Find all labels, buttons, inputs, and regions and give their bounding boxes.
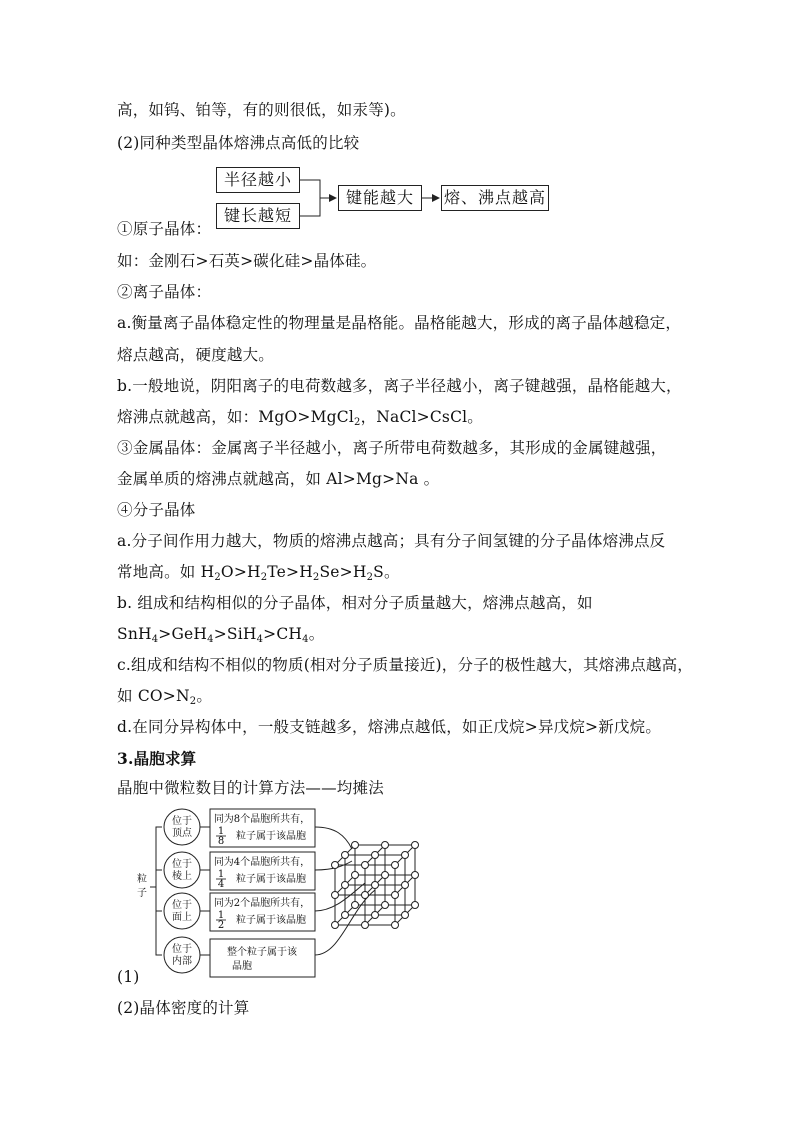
desc-inner-1: 整个粒子属于该: [227, 947, 297, 958]
root-label: 粒子: [134, 873, 146, 901]
section-heading-cell-calc: 3.晶胞求算: [117, 749, 197, 768]
pos-vertex-2: 顶点: [172, 828, 192, 839]
frac-vertex-den: 8: [217, 836, 225, 847]
frac-face-num: 1: [217, 910, 225, 921]
text-line-11: 金属单质的熔沸点就越高，如 Al>Mg>Na 。: [117, 470, 440, 488]
desc-face-2: 粒子属于该晶胞: [236, 915, 306, 926]
text-line-8: b.一般地说，阴阳离子的电荷数越多，离子半径越小，离子键越强，晶格能越大，: [117, 377, 682, 395]
flow-box-bond-length: 键长越短: [216, 203, 300, 229]
text-line-17: c.组成和结构不相似的物质(相对分子质量接近)，分子的极性越大，其熔沸点越高，: [117, 656, 694, 674]
frac-vertex-num: 1: [217, 826, 225, 837]
desc-face-1: 同为2个晶胞所共有，: [213, 898, 311, 909]
text-line-13: a.分子间作用力越大，物质的熔沸点越高；具有分子间氢键的分子晶体熔沸点反: [117, 532, 666, 550]
pos-inner-1: 位于: [172, 944, 192, 955]
text-line-6: a.衡量离子晶体稳定性的物理量是晶格能。晶格能越大，形成的离子晶体越稳定，: [117, 314, 682, 332]
flow-box-radius: 半径越小: [216, 167, 300, 193]
text-line-9: 熔沸点就越高，如：MgO>MgCl$_2$，NaCl>CsCl。: [117, 408, 484, 428]
text-line-1: 高，如钨、铂等，有的则很低，如汞等)。: [117, 101, 406, 119]
pos-edge-1: 位于: [172, 859, 192, 870]
section-heading-density: (2)晶体密度的计算: [117, 999, 250, 1017]
frac-edge-num: 1: [217, 869, 225, 880]
text-line-22: (1): [117, 968, 140, 986]
pos-inner-2: 内部: [172, 956, 192, 967]
text-line-18: 如 $CO>N_2$。: [117, 687, 213, 707]
desc-edge-2: 粒子属于该晶胞: [236, 874, 306, 885]
unit-cell-diagram: [130, 805, 430, 990]
desc-vertex-2: 粒子属于该晶胞: [236, 831, 306, 842]
text-line-15: b. 组成和结构相似的分子晶体，相对分子质量越大，熔沸点越高，如: [117, 594, 593, 612]
text-line-ionic-crystal: ②离子晶体：: [117, 283, 212, 301]
section-heading-comparison: (2)同种类型晶体熔沸点高低的比较: [117, 134, 360, 152]
flow-box-melting-point: 熔、沸点越高: [441, 185, 549, 211]
text-line-molecular-crystal: ④分子晶体: [117, 501, 196, 519]
pos-vertex-1: 位于: [172, 816, 192, 827]
desc-vertex-1: 同为8个晶胞所共有，: [213, 814, 311, 825]
text-line-metal-crystal: ③金属晶体：金属离子半径越小，离子所带电荷数越多，其形成的金属键越强，: [117, 439, 667, 457]
frac-face-den: 2: [217, 920, 225, 931]
pos-face-2: 面上: [172, 912, 192, 923]
text-line-21: 晶胞中微粒数目的计算方法——均摊法: [117, 779, 384, 797]
text-line-4: 如：金刚石>石英>碳化硅>晶体硅。: [117, 252, 377, 270]
text-line-14: 常地高。如 $H_2O>H_2Te>H_2Se>H_2S$。: [117, 563, 400, 583]
frac-edge-den: 4: [217, 879, 225, 890]
text-line-16: $SnH_4>GeH_4>SiH_4>CH_4$。: [117, 625, 325, 645]
desc-inner-2: 晶胞: [232, 961, 252, 972]
desc-edge-1: 同为4个晶胞所共有，: [213, 857, 311, 868]
text-line-7: 熔点越高，硬度越大。: [117, 346, 275, 364]
text-line-atomic-crystal: ①原子晶体：: [117, 220, 212, 238]
pos-face-1: 位于: [172, 900, 192, 911]
text-line-19: d.在同分异构体中，一般支链越多，熔沸点越低，如正戊烷>异戊烷>新戊烷。: [117, 718, 662, 736]
pos-edge-2: 棱上: [172, 871, 192, 882]
flow-box-bond-energy: 键能越大: [338, 185, 422, 211]
